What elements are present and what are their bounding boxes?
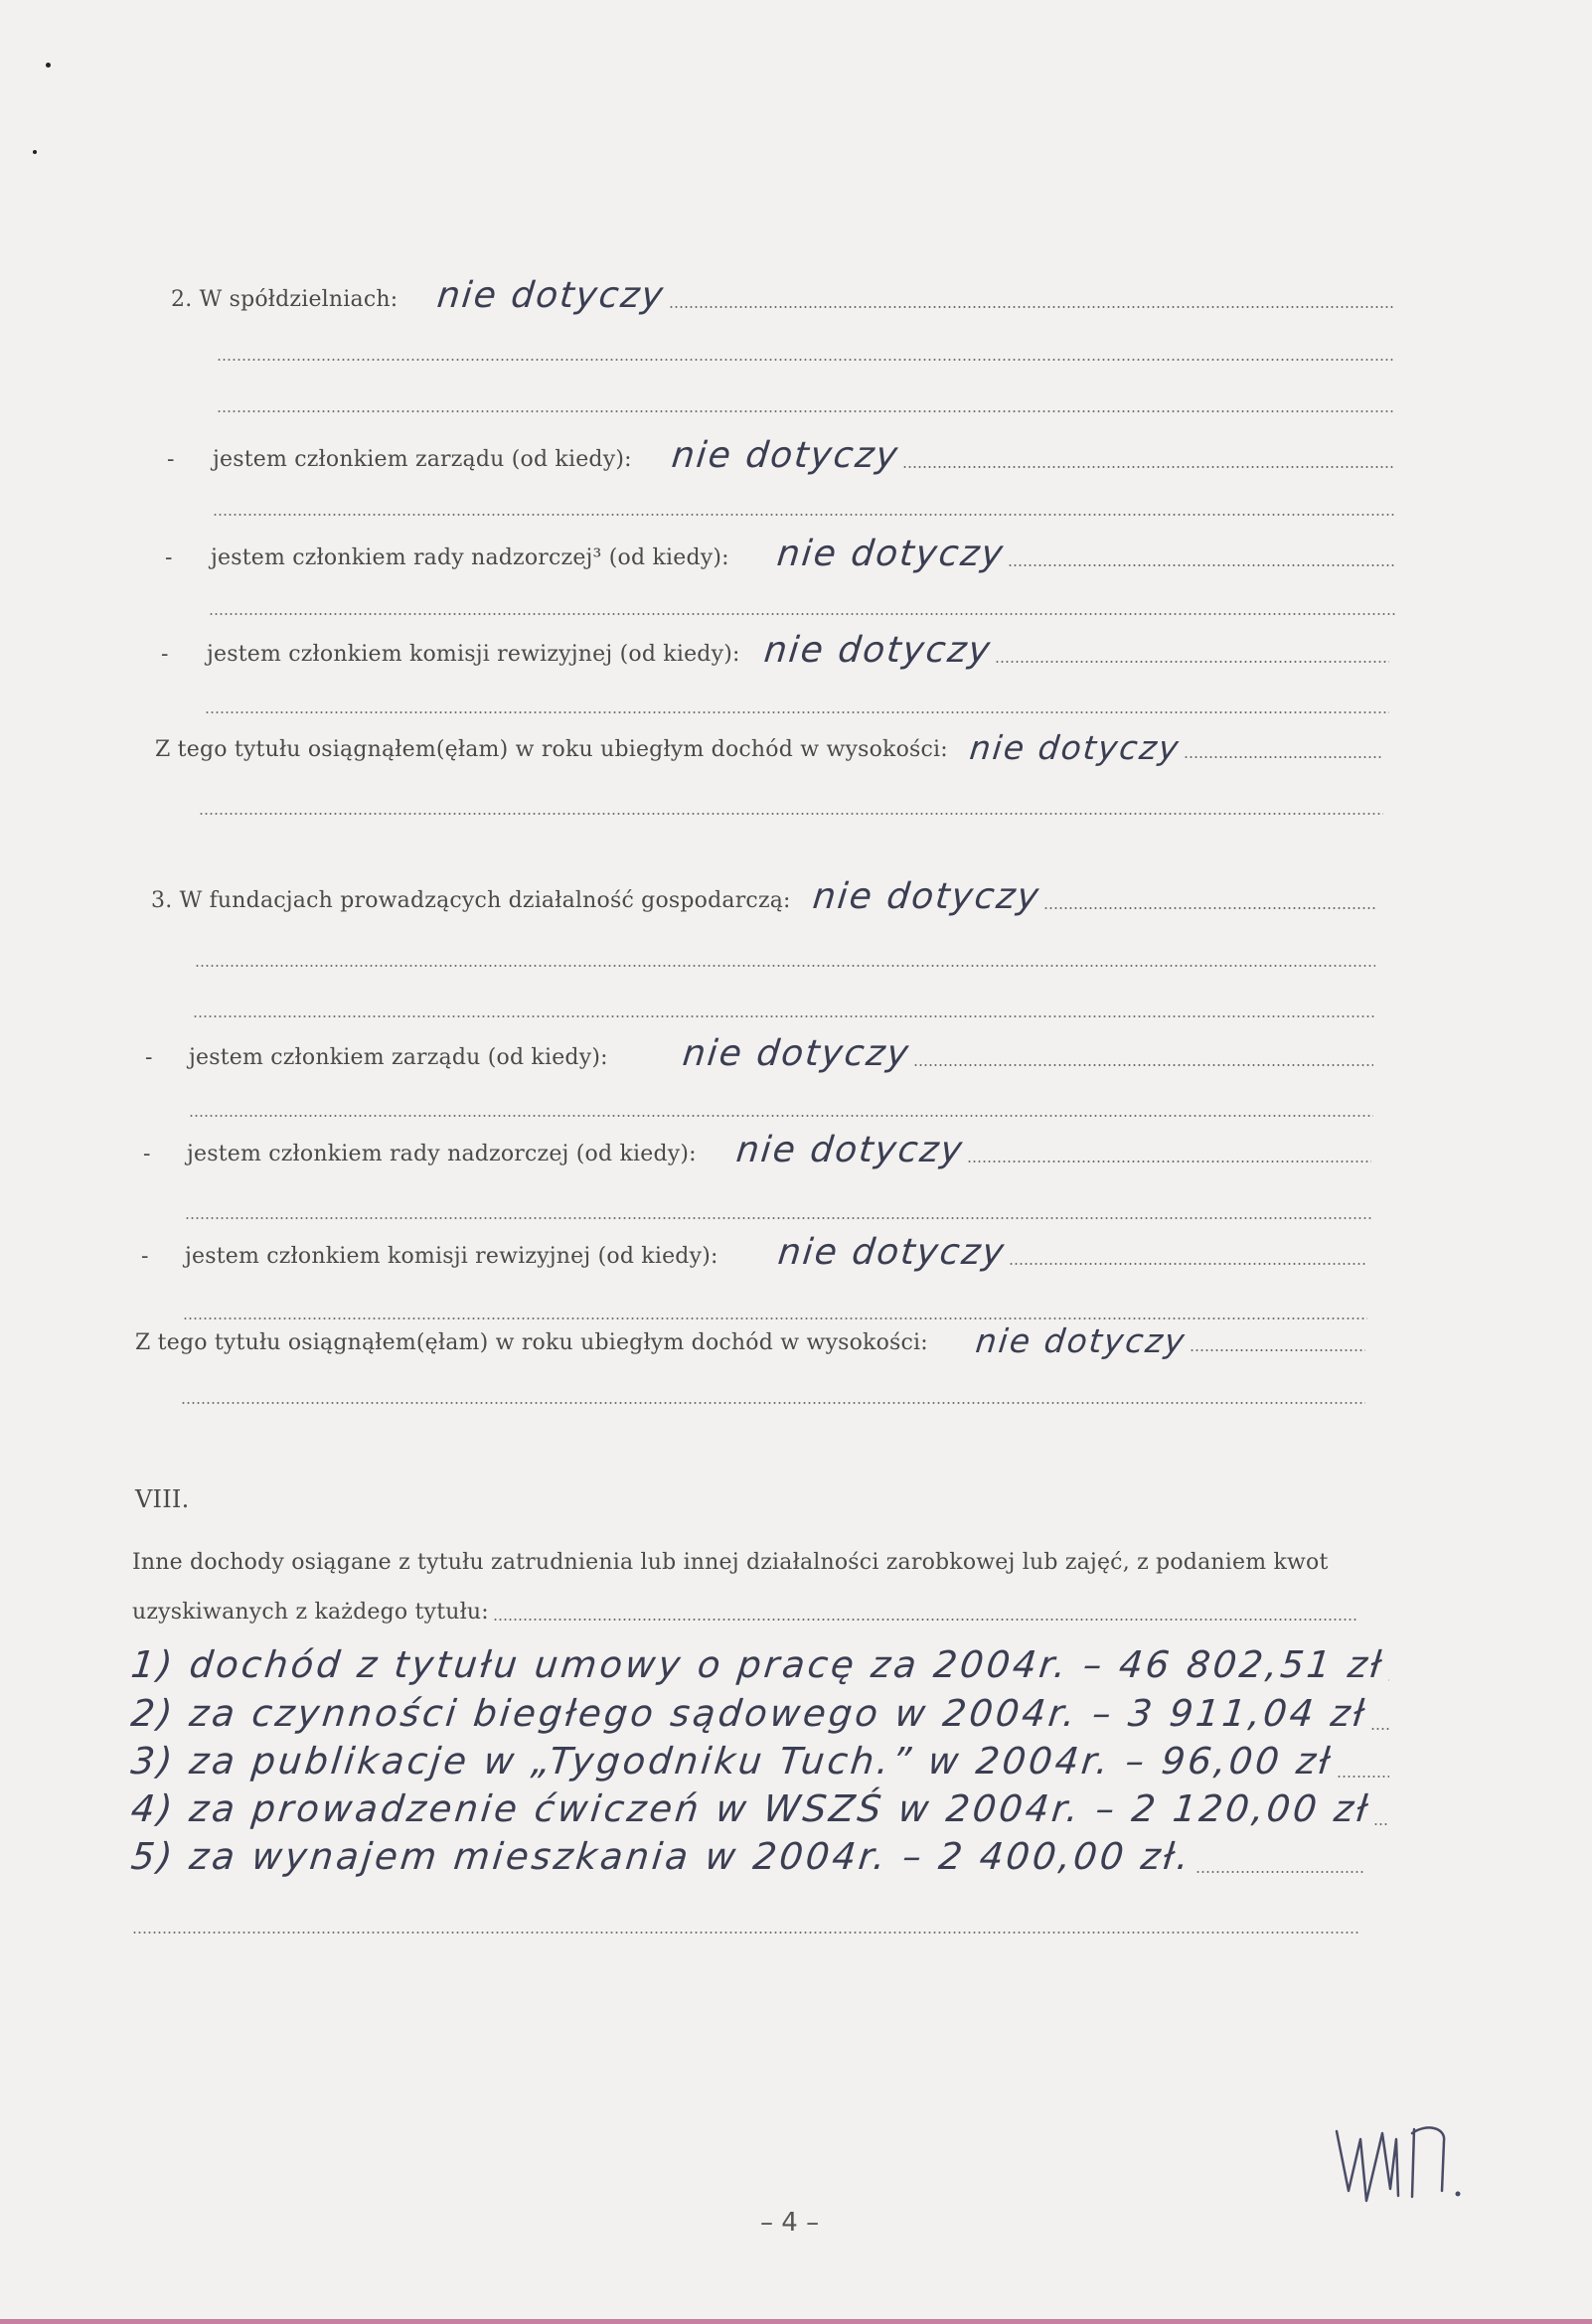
coop-income-label: Z tego tytułu osiągnąłem(ęłam) w roku ubiegłym dochód w wysokości: xyxy=(155,737,948,762)
found-income-answer: nie dotyczy xyxy=(973,1321,1189,1360)
income-entry xyxy=(128,1835,1363,1878)
dotted-fill xyxy=(1009,1263,1367,1265)
dotted-line xyxy=(217,359,1395,361)
income-entry xyxy=(128,1787,1389,1830)
dotted-line xyxy=(199,813,1383,815)
dotted-fill xyxy=(967,1161,1371,1162)
income-entry-text: 3) za publikacje w „Tygodniku Tuch.” w 2004r. – 96,00 zł xyxy=(128,1740,1335,1782)
dotted-line xyxy=(185,1217,1371,1219)
dotted-line xyxy=(193,1015,1375,1017)
page-number: – 4 – xyxy=(760,2208,820,2238)
section-8-description-2: uzyskiwanych z każdego tytułu: xyxy=(132,1600,489,1625)
dotted-line xyxy=(181,1402,1365,1404)
dotted-fill xyxy=(1387,1679,1389,1681)
income-entry xyxy=(128,1692,1389,1735)
income-entry xyxy=(128,1643,1389,1686)
found-income-row xyxy=(135,1321,1365,1360)
dotted-fill xyxy=(1184,756,1383,758)
bullet: - xyxy=(161,642,169,667)
handwritten-signature xyxy=(1327,2111,1525,2215)
bullet: - xyxy=(145,1045,153,1070)
dotted-line xyxy=(205,711,1389,713)
page-edge xyxy=(0,2319,1592,2324)
cooperatives-row xyxy=(171,275,1395,316)
dotted-fill xyxy=(913,1064,1373,1066)
cooperatives-label: 2. W spółdzielniach: xyxy=(171,287,398,312)
dotted-fill xyxy=(1190,1349,1365,1351)
coop-supervisory-answer: nie dotyczy xyxy=(774,534,1007,574)
income-entry-text: 5) za wynajem mieszkania w 2004r. – 2 400,00 zł. xyxy=(128,1835,1194,1878)
coop-board-row xyxy=(167,435,1395,476)
coop-board-answer: nie dotyczy xyxy=(669,435,901,476)
found-supervisory-answer: nie dotyczy xyxy=(733,1130,966,1170)
dotted-fill xyxy=(995,661,1389,663)
scan-speck xyxy=(46,63,51,68)
dotted-line xyxy=(183,1317,1367,1319)
coop-audit-row xyxy=(161,630,1389,671)
section-8-heading: VIII. xyxy=(135,1485,190,1513)
dotted-line xyxy=(132,1932,1360,1934)
coop-supervisory-label: jestem członkiem rady nadzorczej³ (od kiedy): xyxy=(211,545,729,570)
dotted-fill xyxy=(1008,564,1395,566)
income-entry xyxy=(128,1740,1389,1782)
dotted-line xyxy=(213,514,1395,516)
found-supervisory-label: jestem członkiem rady nadzorczej (od kiedy): xyxy=(187,1142,697,1166)
dotted-line xyxy=(195,965,1375,967)
section-8-description-row-2 xyxy=(132,1602,1357,1627)
found-supervisory-row xyxy=(143,1130,1371,1170)
coop-board-label: jestem członkiem zarządu (od kiedy): xyxy=(213,447,632,472)
found-audit-label: jestem członkiem komisji rewizyjnej (od kiedy): xyxy=(185,1244,718,1269)
dotted-fill xyxy=(1337,1776,1389,1778)
foundations-label: 3. W fundacjach prowadzących działalność gospodarczą: xyxy=(151,888,791,913)
dotted-fill xyxy=(1370,1728,1389,1730)
coop-audit-answer: nie dotyczy xyxy=(761,630,994,671)
foundations-row xyxy=(151,876,1375,917)
dotted-fill xyxy=(902,466,1395,468)
coop-income-answer: nie dotyczy xyxy=(967,728,1183,767)
income-entry-text: 2) za czynności biegłego sądowego w 2004r. – 3 911,04 zł xyxy=(128,1692,1369,1735)
dotted-fill xyxy=(493,1619,1357,1621)
coop-supervisory-row xyxy=(165,534,1395,574)
coop-income-row xyxy=(155,728,1383,767)
bullet: - xyxy=(165,545,173,570)
dotted-line xyxy=(217,410,1395,412)
section-8-description: Inne dochody osiągane z tytułu zatrudnienia lub innej działalności zarobkowej lub zajęć, z podaniem kwot xyxy=(132,1550,1329,1575)
bullet: - xyxy=(167,447,175,472)
found-income-label: Z tego tytułu osiągnąłem(ęłam) w roku ubiegłym dochód w wysokości: xyxy=(135,1330,928,1355)
income-entry-text: 1) dochód z tytułu umowy o pracę za 2004r. – 46 802,51 zł xyxy=(128,1643,1386,1686)
dotted-fill xyxy=(1195,1871,1363,1873)
dotted-fill xyxy=(669,306,1395,308)
income-entry-text: 4) za prowadzenie ćwiczeń w WSZŚ w 2004r. – 2 120,00 zł xyxy=(128,1787,1372,1830)
dotted-line xyxy=(209,613,1395,615)
found-board-row xyxy=(145,1033,1373,1074)
dotted-fill xyxy=(1373,1823,1389,1825)
found-board-label: jestem członkiem zarządu (od kiedy): xyxy=(189,1045,608,1070)
scan-speck xyxy=(33,150,37,154)
coop-audit-label: jestem członkiem komisji rewizyjnej (od kiedy): xyxy=(207,642,740,667)
found-audit-row xyxy=(141,1232,1367,1273)
foundations-answer: nie dotyczy xyxy=(810,876,1042,917)
bullet: - xyxy=(143,1142,151,1166)
found-audit-answer: nie dotyczy xyxy=(775,1232,1008,1273)
dotted-fill xyxy=(1043,907,1375,909)
bullet: - xyxy=(141,1244,149,1269)
cooperatives-answer: nie dotyczy xyxy=(435,275,668,316)
found-board-answer: nie dotyczy xyxy=(680,1033,912,1074)
dotted-line xyxy=(189,1115,1373,1117)
